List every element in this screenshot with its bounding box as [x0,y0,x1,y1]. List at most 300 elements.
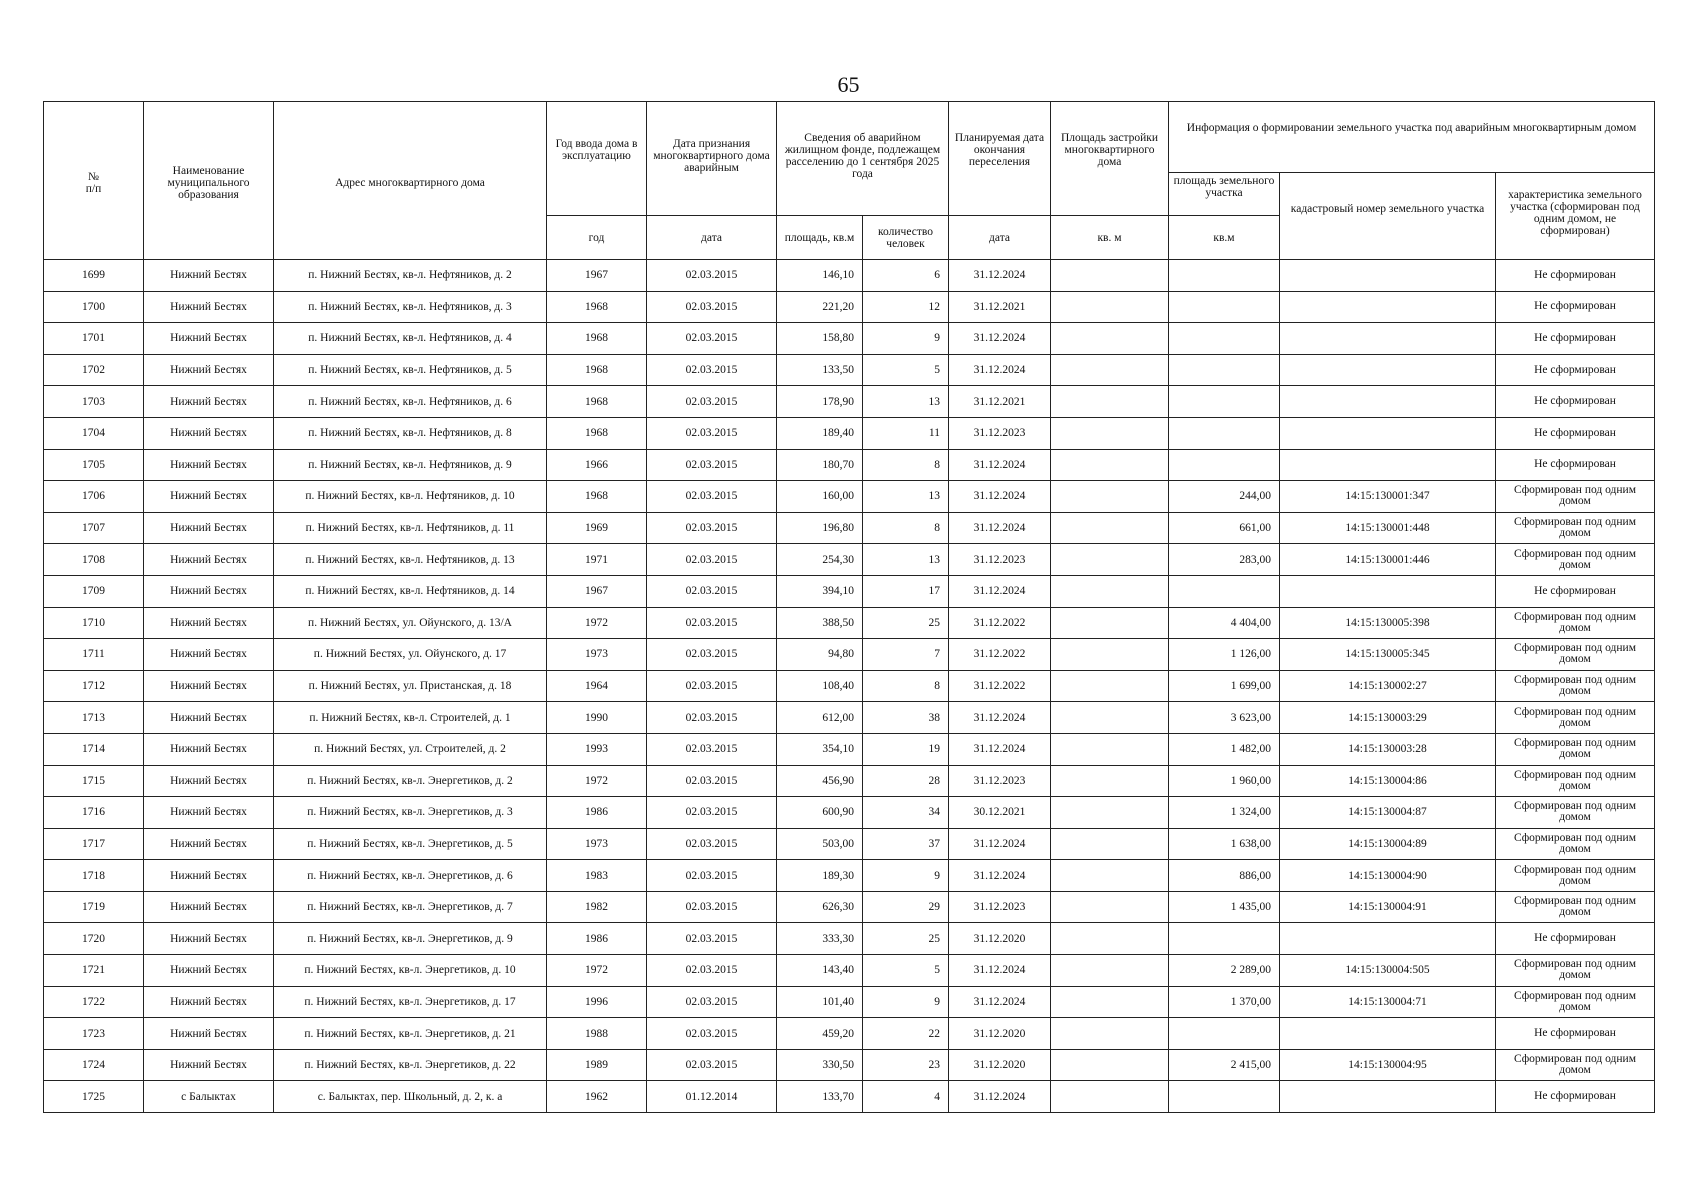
cell-area: 146,10 [777,260,863,292]
table-row [44,512,1655,544]
cell-area: 189,40 [777,417,863,449]
cell-municipality: Нижний Бестях [144,828,274,860]
cell-cadastral [1280,386,1496,418]
cell-cadastral: 14:15:130004:90 [1280,860,1496,892]
cell-area: 333,30 [777,923,863,955]
cell-people: 12 [863,291,949,323]
cell-date: 02.03.2015 [647,544,777,576]
table-row [44,1018,1655,1050]
cell-area: 354,10 [777,733,863,765]
cell-plan-date: 31.12.2020 [949,923,1051,955]
table-row [44,733,1655,765]
cell-land-area: 886,00 [1169,860,1280,892]
cell-people: 5 [863,955,949,987]
cell-year: 1988 [547,1018,647,1050]
cell-area: 221,20 [777,291,863,323]
cell-people: 9 [863,323,949,355]
cell-address: с. Балыктах, пер. Школьный, д. 2, к. а [274,1081,547,1113]
cell-land-area [1169,354,1280,386]
cell-year: 1972 [547,765,647,797]
cell-plan-date: 31.12.2024 [949,702,1051,734]
cell-people: 11 [863,417,949,449]
cell-date: 02.03.2015 [647,733,777,765]
cell-characteristic: Сформирован под одним домом [1496,702,1655,734]
table-header [44,102,1655,260]
cell-municipality: Нижний Бестях [144,291,274,323]
cell-date: 02.03.2015 [647,702,777,734]
cell-number: 1721 [44,955,144,987]
unit-people: количество человек [863,216,949,260]
cell-cadastral [1280,354,1496,386]
header-municipality: Наименование муниципального образования [144,102,274,260]
cell-municipality: Нижний Бестях [144,670,274,702]
cell-number: 1725 [44,1081,144,1113]
cell-address: п. Нижний Бестях, кв-л. Нефтяников, д. 6 [274,386,547,418]
cell-address: п. Нижний Бестях, кв-л. Энергетиков, д. 7 [274,891,547,923]
cell-address: п. Нижний Бестях, кв-л. Нефтяников, д. 5 [274,354,547,386]
cell-address: п. Нижний Бестях, кв-л. Нефтяников, д. 8 [274,417,547,449]
cell-year: 1968 [547,323,647,355]
cell-number: 1707 [44,512,144,544]
cell-characteristic: Сформирован под одним домом [1496,607,1655,639]
cell-characteristic: Сформирован под одним домом [1496,891,1655,923]
cell-land-area [1169,260,1280,292]
table-row [44,955,1655,987]
table-row [44,1081,1655,1113]
cell-land-area [1169,323,1280,355]
table-row [44,449,1655,481]
cell-characteristic: Не сформирован [1496,575,1655,607]
cell-people: 25 [863,607,949,639]
cell-cadastral [1280,291,1496,323]
cell-characteristic: Сформирован под одним домом [1496,765,1655,797]
cell-plan-date: 31.12.2024 [949,260,1051,292]
cell-building-area [1051,639,1169,671]
cell-characteristic: Не сформирован [1496,449,1655,481]
cell-address: п. Нижний Бестях, ул. Ойунского, д. 13/А [274,607,547,639]
cell-cadastral: 14:15:130004:91 [1280,891,1496,923]
cell-land-area: 1 638,00 [1169,828,1280,860]
table-row [44,575,1655,607]
cell-characteristic: Сформирован под одним домом [1496,955,1655,987]
header-cadastral: кадастровый номер земельного участка [1280,173,1496,260]
cell-building-area [1051,607,1169,639]
header-no: № п/п [44,102,144,260]
cell-people: 8 [863,670,949,702]
header-characteristic: характеристика земельного участка (сформирован под одним домом, не сформирован) [1496,173,1655,260]
cell-address: п. Нижний Бестях, кв-л. Энергетиков, д. 2 [274,765,547,797]
cell-plan-date: 31.12.2021 [949,386,1051,418]
cell-building-area [1051,544,1169,576]
cell-plan-date: 30.12.2021 [949,797,1051,829]
cell-area: 330,50 [777,1049,863,1081]
cell-cadastral: 14:15:130003:28 [1280,733,1496,765]
cell-plan-date: 31.12.2024 [949,354,1051,386]
cell-address: п. Нижний Бестях, кв-л. Энергетиков, д. 6 [274,860,547,892]
cell-year: 1964 [547,670,647,702]
cell-area: 94,80 [777,639,863,671]
cell-characteristic: Сформирован под одним домом [1496,860,1655,892]
cell-number: 1704 [44,417,144,449]
cell-building-area [1051,260,1169,292]
page-number: 65 [837,72,860,97]
cell-people: 17 [863,575,949,607]
cell-address: п. Нижний Бестях, кв-л. Нефтяников, д. 11 [274,512,547,544]
cell-people: 6 [863,260,949,292]
cell-characteristic: Сформирован под одним домом [1496,1049,1655,1081]
cell-people: 38 [863,702,949,734]
cell-building-area [1051,733,1169,765]
cell-people: 8 [863,449,949,481]
cell-area: 180,70 [777,449,863,481]
cell-area: 189,30 [777,860,863,892]
cell-plan-date: 31.12.2024 [949,828,1051,860]
cell-number: 1701 [44,323,144,355]
cell-address: п. Нижний Бестях, кв-л. Нефтяников, д. 9 [274,449,547,481]
cell-cadastral [1280,323,1496,355]
cell-land-area: 1 435,00 [1169,891,1280,923]
cell-address: п. Нижний Бестях, ул. Ойунского, д. 17 [274,639,547,671]
cell-area: 133,50 [777,354,863,386]
cell-date: 02.03.2015 [647,260,777,292]
cell-year: 1990 [547,702,647,734]
cell-number: 1712 [44,670,144,702]
cell-cadastral [1280,575,1496,607]
cell-building-area [1051,512,1169,544]
table-row [44,354,1655,386]
cell-characteristic: Не сформирован [1496,386,1655,418]
cell-number: 1719 [44,891,144,923]
cell-building-area [1051,891,1169,923]
cell-plan-date: 31.12.2023 [949,544,1051,576]
cell-address: п. Нижний Бестях, кв-л. Нефтяников, д. 3 [274,291,547,323]
table-row [44,670,1655,702]
cell-land-area: 661,00 [1169,512,1280,544]
header-planned-date: Планируемая дата окончания переселения [949,102,1051,216]
cell-date: 02.03.2015 [647,575,777,607]
cell-cadastral: 14:15:130001:448 [1280,512,1496,544]
cell-land-area: 244,00 [1169,481,1280,513]
cell-date: 02.03.2015 [647,891,777,923]
cell-municipality: Нижний Бестях [144,544,274,576]
cell-characteristic: Не сформирован [1496,1018,1655,1050]
cell-year: 1968 [547,386,647,418]
cell-cadastral: 14:15:130005:398 [1280,607,1496,639]
cell-year: 1996 [547,986,647,1018]
cell-characteristic: Сформирован под одним домом [1496,986,1655,1018]
cell-area: 196,80 [777,512,863,544]
cell-year: 1973 [547,828,647,860]
cell-people: 9 [863,860,949,892]
cell-land-area [1169,575,1280,607]
cell-building-area [1051,323,1169,355]
header-year-built: Год ввода дома в эксплуатацию [547,102,647,216]
cell-address: п. Нижний Бестях, кв-л. Энергетиков, д. 22 [274,1049,547,1081]
cell-address: п. Нижний Бестях, кв-л. Энергетиков, д. 3 [274,797,547,829]
cell-date: 02.03.2015 [647,1018,777,1050]
table-row [44,291,1655,323]
unit-date-2: дата [949,216,1051,260]
cell-address: п. Нижний Бестях, кв-л. Нефтяников, д. 4 [274,323,547,355]
cell-plan-date: 31.12.2024 [949,733,1051,765]
table-row [44,860,1655,892]
cell-area: 626,30 [777,891,863,923]
cell-municipality: Нижний Бестях [144,733,274,765]
cell-area: 388,50 [777,607,863,639]
cell-number: 1708 [44,544,144,576]
cell-people: 19 [863,733,949,765]
cell-plan-date: 31.12.2020 [949,1018,1051,1050]
cell-land-area: 1 370,00 [1169,986,1280,1018]
cell-municipality: Нижний Бестях [144,386,274,418]
cell-characteristic: Не сформирован [1496,1081,1655,1113]
cell-area: 503,00 [777,828,863,860]
table-row [44,417,1655,449]
table-row [44,828,1655,860]
unit-year: год [547,216,647,260]
table-row [44,481,1655,513]
cell-cadastral [1280,417,1496,449]
cell-number: 1718 [44,860,144,892]
cell-area: 101,40 [777,986,863,1018]
cell-address: п. Нижний Бестях, кв-л. Нефтяников, д. 13 [274,544,547,576]
cell-cadastral [1280,260,1496,292]
cell-date: 02.03.2015 [647,639,777,671]
table-row [44,544,1655,576]
cell-characteristic: Не сформирован [1496,923,1655,955]
cell-municipality: Нижний Бестях [144,607,274,639]
cell-plan-date: 31.12.2024 [949,512,1051,544]
cell-building-area [1051,765,1169,797]
cell-address: п. Нижний Бестях, кв-л. Строителей, д. 1 [274,702,547,734]
cell-address: п. Нижний Бестях, кв-л. Нефтяников, д. 10 [274,481,547,513]
header-fund-info: Сведения об аварийном жилищном фонде, подлежащем расселению до 1 сентября 2025 года [777,102,949,216]
cell-number: 1700 [44,291,144,323]
cell-date: 02.03.2015 [647,828,777,860]
cell-year: 1972 [547,955,647,987]
cell-number: 1714 [44,733,144,765]
cell-people: 23 [863,1049,949,1081]
cell-cadastral: 14:15:130004:95 [1280,1049,1496,1081]
cell-area: 394,10 [777,575,863,607]
cell-number: 1723 [44,1018,144,1050]
cell-municipality: Нижний Бестях [144,923,274,955]
cell-cadastral [1280,449,1496,481]
cell-land-area [1169,1018,1280,1050]
cell-people: 13 [863,544,949,576]
header-address: Адрес многоквартирного дома [274,102,547,260]
cell-land-area: 3 623,00 [1169,702,1280,734]
cell-plan-date: 31.12.2023 [949,891,1051,923]
cell-building-area [1051,986,1169,1018]
table-row [44,607,1655,639]
unit-sqm: кв. м [1051,216,1169,260]
cell-municipality: Нижний Бестях [144,765,274,797]
cell-area: 178,90 [777,386,863,418]
cell-address: п. Нижний Бестях, кв-л. Энергетиков, д. 17 [274,986,547,1018]
cell-year: 1993 [547,733,647,765]
cell-area: 133,70 [777,1081,863,1113]
cell-municipality: Нижний Бестях [144,481,274,513]
cell-building-area [1051,828,1169,860]
cell-year: 1982 [547,891,647,923]
table-row [44,639,1655,671]
cell-building-area [1051,860,1169,892]
cell-municipality: с Балыктах [144,1081,274,1113]
cell-land-area: 1 960,00 [1169,765,1280,797]
cell-land-area: 283,00 [1169,544,1280,576]
cell-characteristic: Сформирован под одним домом [1496,481,1655,513]
cell-plan-date: 31.12.2024 [949,1081,1051,1113]
cell-characteristic: Сформирован под одним домом [1496,544,1655,576]
cell-building-area [1051,670,1169,702]
cell-municipality: Нижний Бестях [144,260,274,292]
table-row [44,323,1655,355]
cell-land-area [1169,291,1280,323]
cell-building-area [1051,702,1169,734]
cell-municipality: Нижний Бестях [144,1049,274,1081]
cell-plan-date: 31.12.2022 [949,607,1051,639]
cell-land-area: 4 404,00 [1169,607,1280,639]
cell-year: 1962 [547,1081,647,1113]
header-land-info: Информация о формировании земельного участка под аварийным многоквартирным домом [1169,102,1655,173]
cell-plan-date: 31.12.2023 [949,417,1051,449]
cell-address: п. Нижний Бестях, кв-л. Энергетиков, д. 10 [274,955,547,987]
cell-date: 01.12.2014 [647,1081,777,1113]
cell-year: 1971 [547,544,647,576]
table-body [44,260,1655,1113]
cell-land-area: 1 482,00 [1169,733,1280,765]
cell-area: 254,30 [777,544,863,576]
cell-cadastral: 14:15:130004:86 [1280,765,1496,797]
cell-number: 1724 [44,1049,144,1081]
cell-year: 1967 [547,260,647,292]
cell-cadastral: 14:15:130004:505 [1280,955,1496,987]
table-row [44,260,1655,292]
cell-plan-date: 31.12.2022 [949,639,1051,671]
cell-building-area [1051,481,1169,513]
cell-address: п. Нижний Бестях, ул. Строителей, д. 2 [274,733,547,765]
cell-date: 02.03.2015 [647,386,777,418]
cell-address: п. Нижний Бестях, кв-л. Нефтяников, д. 14 [274,575,547,607]
cell-people: 9 [863,986,949,1018]
cell-characteristic: Не сформирован [1496,260,1655,292]
cell-plan-date: 31.12.2023 [949,765,1051,797]
cell-people: 22 [863,1018,949,1050]
cell-characteristic: Не сформирован [1496,354,1655,386]
header-building-area: Площадь застройки многоквартирного дома [1051,102,1169,216]
cell-building-area [1051,1018,1169,1050]
cell-plan-date: 31.12.2020 [949,1049,1051,1081]
cell-cadastral [1280,1081,1496,1113]
cell-people: 25 [863,923,949,955]
cell-number: 1713 [44,702,144,734]
cell-number: 1720 [44,923,144,955]
cell-municipality: Нижний Бестях [144,955,274,987]
cell-year: 1968 [547,481,647,513]
cell-building-area [1051,797,1169,829]
cell-year: 1968 [547,291,647,323]
cell-municipality: Нижний Бестях [144,323,274,355]
cell-people: 13 [863,386,949,418]
cell-address: п. Нижний Бестях, кв-л. Нефтяников, д. 2 [274,260,547,292]
cell-date: 02.03.2015 [647,481,777,513]
header-land-area: площадь земельного участка [1169,173,1280,216]
cell-municipality: Нижний Бестях [144,639,274,671]
cell-building-area [1051,291,1169,323]
cell-date: 02.03.2015 [647,323,777,355]
table-row [44,765,1655,797]
cell-plan-date: 31.12.2024 [949,860,1051,892]
cell-municipality: Нижний Бестях [144,417,274,449]
cell-municipality: Нижний Бестях [144,575,274,607]
cell-building-area [1051,449,1169,481]
cell-plan-date: 31.12.2024 [949,323,1051,355]
cell-characteristic: Сформирован под одним домом [1496,733,1655,765]
cell-year: 1966 [547,449,647,481]
cell-date: 02.03.2015 [647,860,777,892]
cell-date: 02.03.2015 [647,417,777,449]
cell-plan-date: 31.12.2024 [949,575,1051,607]
cell-date: 02.03.2015 [647,986,777,1018]
cell-land-area [1169,1081,1280,1113]
cell-municipality: Нижний Бестях [144,986,274,1018]
header-date-recognized: Дата признания многоквартирного дома аварийным [647,102,777,216]
cell-area: 459,20 [777,1018,863,1050]
cell-municipality: Нижний Бестях [144,512,274,544]
cell-cadastral: 14:15:130001:446 [1280,544,1496,576]
table-row [44,1049,1655,1081]
cell-people: 34 [863,797,949,829]
cell-number: 1715 [44,765,144,797]
cell-cadastral [1280,923,1496,955]
cell-plan-date: 31.12.2024 [949,986,1051,1018]
cell-land-area: 2 289,00 [1169,955,1280,987]
cell-year: 1973 [547,639,647,671]
table-row [44,891,1655,923]
cell-date: 02.03.2015 [647,670,777,702]
cell-number: 1716 [44,797,144,829]
cell-cadastral: 14:15:130004:71 [1280,986,1496,1018]
cell-number: 1717 [44,828,144,860]
cell-number: 1710 [44,607,144,639]
cell-cadastral: 14:15:130005:345 [1280,639,1496,671]
cell-characteristic: Сформирован под одним домом [1496,512,1655,544]
cell-area: 143,40 [777,955,863,987]
cell-land-area: 2 415,00 [1169,1049,1280,1081]
table-row [44,702,1655,734]
unit-sqm-2: кв.м [1169,216,1280,260]
cell-number: 1705 [44,449,144,481]
cell-cadastral: 14:15:130001:347 [1280,481,1496,513]
cell-plan-date: 31.12.2021 [949,291,1051,323]
cell-people: 4 [863,1081,949,1113]
emergency-housing-table [43,101,1655,1113]
cell-building-area [1051,1081,1169,1113]
cell-land-area [1169,449,1280,481]
cell-date: 02.03.2015 [647,797,777,829]
cell-land-area [1169,386,1280,418]
cell-cadastral: 14:15:130004:87 [1280,797,1496,829]
cell-number: 1709 [44,575,144,607]
cell-people: 13 [863,481,949,513]
cell-characteristic: Сформирован под одним домом [1496,828,1655,860]
cell-municipality: Нижний Бестях [144,860,274,892]
cell-municipality: Нижний Бестях [144,702,274,734]
cell-date: 02.03.2015 [647,607,777,639]
cell-date: 02.03.2015 [647,354,777,386]
cell-cadastral: 14:15:130004:89 [1280,828,1496,860]
